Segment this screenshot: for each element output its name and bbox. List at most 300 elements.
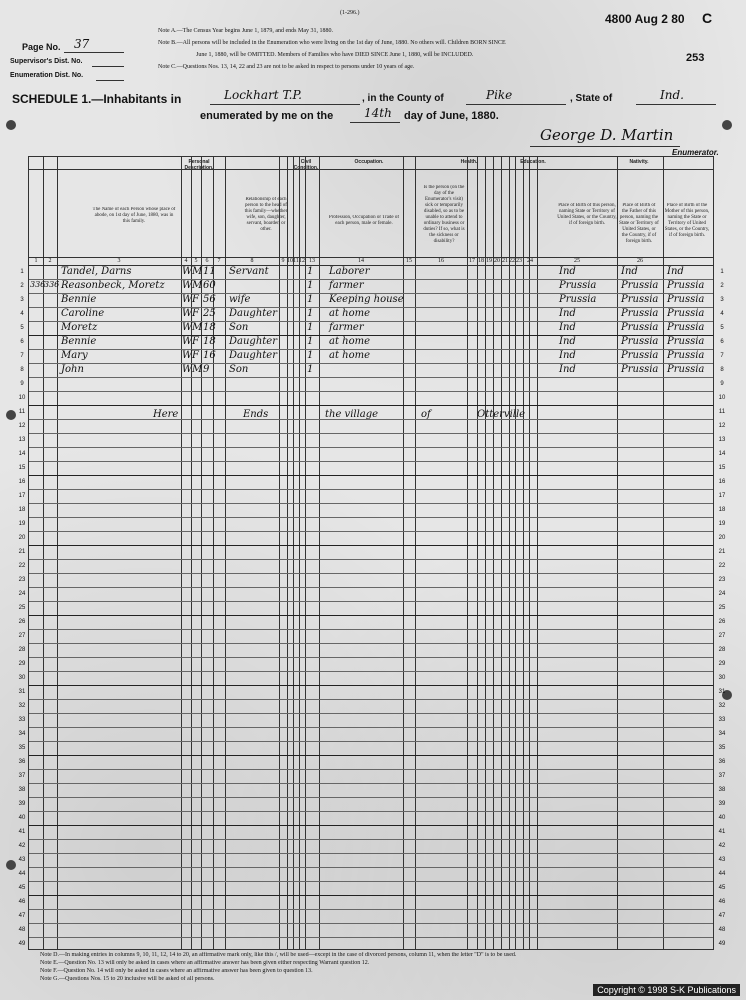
enumerated-label: enumerated by me on the	[200, 110, 334, 122]
form-number: (1-296.)	[340, 10, 360, 16]
row-divider	[29, 909, 713, 910]
row-divider	[29, 657, 713, 658]
col-mother-head: Place of Birth of the Mother of this person, naming the State or Territory of United States, or the Country, if of foreign birth.	[664, 203, 710, 238]
row-number: 22	[18, 563, 26, 569]
cell-age: 18	[203, 322, 216, 333]
row-number: 3	[720, 297, 724, 303]
place-value: Lockhart T.P.	[224, 88, 302, 102]
row-number: 17	[718, 493, 726, 499]
column-number: 4	[184, 258, 188, 264]
row-number: 5	[20, 325, 24, 331]
closing-here: Here	[153, 409, 179, 420]
row-number: 15	[718, 465, 726, 471]
cell-name: John	[61, 364, 84, 375]
row-number: 43	[18, 857, 26, 863]
cell-name: Moretz	[61, 322, 98, 333]
row-number: 38	[718, 787, 726, 793]
column-number: 10	[287, 258, 293, 264]
cell-color: W	[182, 308, 193, 319]
column-number: 8	[250, 258, 254, 264]
row-number: 5	[720, 325, 724, 331]
cell-birth: Ind	[559, 322, 576, 333]
cell-age: 25	[203, 308, 216, 319]
column-divider	[299, 157, 300, 949]
cell-age: 18	[203, 336, 216, 347]
group-civil: Civil Condition.	[293, 159, 319, 171]
closing-of: of	[421, 409, 431, 420]
row-number: 26	[718, 619, 726, 625]
column-divider	[493, 157, 494, 949]
row-divider	[29, 937, 713, 938]
row-divider	[29, 727, 713, 728]
note-e: Note E.—Question No. 13 will only be asked in cases where an affirmative answer has been given either respecting Warrant question 12.	[40, 960, 370, 966]
group-personal: Personal Description.	[184, 159, 214, 171]
closing-village: the village	[325, 409, 379, 420]
column-divider	[537, 157, 538, 949]
row-divider	[29, 321, 713, 322]
cell-civil: 1	[307, 308, 314, 319]
row-number: 24	[718, 591, 726, 597]
row-number: 39	[18, 801, 26, 807]
row-number: 37	[18, 773, 26, 779]
row-divider	[29, 475, 713, 476]
cell-sex: M	[192, 266, 203, 277]
row-number: 40	[718, 815, 726, 821]
cell-civil: 1	[307, 294, 314, 305]
row-divider	[29, 517, 713, 518]
county-label: , in the County of	[362, 93, 444, 104]
row-number: 14	[18, 451, 26, 457]
column-number: 1	[34, 258, 38, 264]
row-number: 29	[718, 661, 726, 667]
row-number: 23	[718, 577, 726, 583]
corner-letter: C	[702, 10, 713, 26]
column-divider	[663, 157, 664, 949]
cell-father: Prussia	[621, 322, 659, 333]
note-c: Note C.—Questions Nos. 13, 14, 22 and 23 are not to be asked in respect to persons under 10 years of age.	[158, 64, 415, 70]
row-number: 2	[20, 283, 24, 289]
row-number: 7	[20, 353, 24, 359]
row-number: 2	[720, 283, 724, 289]
row-divider	[29, 629, 713, 630]
row-number: 11	[18, 409, 26, 415]
row-number: 9	[720, 381, 724, 387]
col-sickness-head: Is the person (on the day of the Enumerator's visit) sick or temporarily disabled, so as to be unable to attend to ordinary business or duties? If so, what is the sickness or disability?	[423, 185, 465, 244]
cell-age: 56	[203, 294, 216, 305]
row-divider	[29, 699, 713, 700]
column-number: 2	[48, 258, 52, 264]
cell-birth: Ind	[559, 266, 576, 277]
cell-relation: Son	[229, 364, 249, 375]
group-health: Health.	[460, 159, 478, 165]
cell-name: Bennie	[61, 336, 97, 347]
row-number: 13	[18, 437, 26, 443]
cell-father: Ind	[621, 266, 638, 277]
row-number: 39	[718, 801, 726, 807]
row-number: 28	[718, 647, 726, 653]
row-number: 8	[20, 367, 24, 373]
cell-sex: M	[192, 322, 203, 333]
cell-civil: 1	[307, 280, 314, 291]
row-divider	[29, 643, 713, 644]
row-number: 34	[718, 731, 726, 737]
cell-civil: 1	[307, 266, 314, 277]
cell-relation: Son	[229, 322, 249, 333]
group-education: Education.	[520, 159, 546, 165]
row-divider	[29, 559, 713, 560]
cell-sex: F	[192, 350, 199, 361]
header-divider	[29, 265, 713, 266]
row-number: 19	[18, 521, 26, 527]
row-number: 12	[18, 423, 26, 429]
column-number: 9	[281, 258, 285, 264]
row-number: 27	[18, 633, 26, 639]
cell-father: Prussia	[621, 280, 659, 291]
cell-age: 16	[203, 350, 216, 361]
row-number: 21	[718, 549, 726, 555]
cell-father: Prussia	[621, 350, 659, 361]
row-number: 49	[18, 941, 26, 947]
row-number: 15	[18, 465, 26, 471]
cell-occupation: at home	[329, 308, 371, 319]
column-divider	[225, 157, 226, 949]
column-divider	[319, 157, 320, 949]
row-number: 36	[18, 759, 26, 765]
row-divider	[29, 503, 713, 504]
cell-birth: Prussia	[559, 294, 597, 305]
column-number: 11	[293, 258, 299, 264]
cell-birth: Ind	[559, 364, 576, 375]
row-number: 41	[18, 829, 26, 835]
copyright: Copyright © 1998 S-K Publications	[593, 984, 740, 996]
cell-color: W	[182, 336, 193, 347]
row-divider	[29, 447, 713, 448]
row-number: 36	[718, 759, 726, 765]
cell-sex: M	[192, 280, 203, 291]
date-stamp: 4800 Aug 2 80	[605, 12, 685, 26]
row-number: 44	[18, 871, 26, 877]
row-number: 22	[718, 563, 726, 569]
column-number: 16	[438, 258, 444, 264]
column-divider	[287, 157, 288, 949]
row-number: 49	[718, 941, 726, 947]
row-divider	[29, 853, 713, 854]
row-divider	[29, 713, 713, 714]
row-number: 11	[718, 409, 726, 415]
cell-sex: F	[192, 294, 199, 305]
row-number: 34	[18, 731, 26, 737]
row-number: 46	[18, 899, 26, 905]
row-number: 42	[18, 843, 26, 849]
column-number: 12	[299, 258, 305, 264]
row-number: 26	[18, 619, 26, 625]
row-divider	[29, 601, 713, 602]
row-divider	[29, 615, 713, 616]
state-label: , State of	[570, 93, 613, 104]
row-divider	[29, 405, 713, 406]
column-number: 14	[358, 258, 364, 264]
cell-civil: 1	[307, 350, 314, 361]
closing-place: Otterville	[477, 409, 526, 420]
row-number: 12	[718, 423, 726, 429]
row-divider	[29, 881, 713, 882]
row-divider	[29, 923, 713, 924]
census-table	[18, 156, 726, 950]
col-birth-head: Place of Birth of this person, naming State or Territory of United States, or the Country, if of foreign birth.	[557, 203, 617, 226]
row-divider	[29, 797, 713, 798]
cell-age: 60	[203, 280, 216, 291]
col-occupation-head: Profession, Occupation or Trade of each person, male or female.	[328, 215, 400, 226]
row-divider	[29, 895, 713, 896]
row-number: 25	[718, 605, 726, 611]
cell-occupation: farmer	[329, 280, 364, 291]
column-number: 22	[509, 258, 515, 264]
group-occupation: Occupation.	[354, 159, 384, 165]
cell-civil: 1	[307, 322, 314, 333]
row-divider	[29, 741, 713, 742]
row-number: 16	[718, 479, 726, 485]
row-divider	[29, 489, 713, 490]
header-divider	[29, 169, 713, 170]
column-divider	[43, 157, 44, 949]
group-nativity: Nativity.	[629, 159, 649, 165]
schedule-label: SCHEDULE 1.—Inhabitants in	[12, 92, 182, 106]
row-number: 35	[18, 745, 26, 751]
cell-occupation: at home	[329, 336, 371, 347]
column-number: 25	[574, 258, 580, 264]
row-divider	[29, 349, 713, 350]
row-divider	[29, 825, 713, 826]
col-father-head: Place of Birth of the Father of this person, naming the State or Territory of United States, or the Country, if of foreign birth.	[619, 203, 659, 244]
day-value: 14th	[364, 106, 392, 120]
closing-ends: Ends	[243, 409, 269, 420]
row-number: 27	[718, 633, 726, 639]
row-number: 48	[18, 927, 26, 933]
cell-color: W	[182, 280, 193, 291]
row-number: 20	[718, 535, 726, 541]
cell-name: Mary	[61, 350, 88, 361]
cell-father: Prussia	[621, 308, 659, 319]
enumeration-label: Enumeration Dist. No.	[10, 72, 84, 79]
row-number: 6	[720, 339, 724, 345]
row-number: 31	[18, 689, 26, 695]
row-number: 18	[718, 507, 726, 513]
row-number: 48	[718, 927, 726, 933]
june-label: day of June, 1880.	[404, 110, 499, 122]
column-divider	[279, 157, 280, 949]
cell-mother: Prussia	[667, 322, 705, 333]
row-number: 23	[18, 577, 26, 583]
column-divider	[617, 157, 618, 949]
cell-civil: 1	[307, 364, 314, 375]
column-number: 15	[406, 258, 412, 264]
punch-hole	[722, 120, 732, 130]
row-number: 9	[20, 381, 24, 387]
row-divider	[29, 573, 713, 574]
cell-father: Prussia	[621, 364, 659, 375]
row-divider	[29, 839, 713, 840]
cell-relation: Daughter	[229, 336, 277, 347]
row-number: 10	[718, 395, 726, 401]
column-divider	[485, 157, 486, 949]
cell-mother: Prussia	[667, 336, 705, 347]
row-number: 44	[718, 871, 726, 877]
row-number: 37	[718, 773, 726, 779]
column-number: 21	[502, 258, 508, 264]
row-divider	[29, 671, 713, 672]
column-divider	[57, 157, 58, 949]
note-f: Note F.—Question No. 14 will only be asked in cases where an affirmative answer has been given to question 13.	[40, 968, 313, 974]
column-number: 23	[516, 258, 522, 264]
state-value: Ind.	[660, 88, 684, 102]
note-b-cont: June 1, 1880, will be OMITTED. Members of Families who have DIED SINCE June 1, 1880, will be INCLUDED.	[196, 52, 474, 58]
row-number: 46	[718, 899, 726, 905]
row-divider	[29, 433, 713, 434]
cell-birth: Ind	[559, 308, 576, 319]
row-divider	[29, 811, 713, 812]
cell-name: Bennie	[61, 294, 97, 305]
cell-age: 11	[203, 266, 216, 277]
row-number: 8	[720, 367, 724, 373]
column-number: 6	[205, 258, 209, 264]
column-divider	[415, 157, 416, 949]
row-number: 6	[20, 339, 24, 345]
column-number: 7	[217, 258, 221, 264]
cell-mother: Prussia	[667, 308, 705, 319]
column-divider	[501, 157, 502, 949]
cell-occupation: Keeping house	[329, 294, 404, 305]
column-number: 5	[194, 258, 198, 264]
row-number: 17	[18, 493, 26, 499]
page-no-value: 37	[74, 37, 90, 51]
cell-occupation: farmer	[329, 322, 364, 333]
column-divider	[529, 157, 530, 949]
cell-color: W	[182, 350, 193, 361]
column-number: 17	[469, 258, 475, 264]
county-value: Pike	[486, 88, 513, 102]
punch-hole	[6, 120, 16, 130]
row-number: 4	[20, 311, 24, 317]
row-divider	[29, 587, 713, 588]
row-number: 33	[18, 717, 26, 723]
cell-sex: F	[192, 336, 199, 347]
row-divider	[29, 867, 713, 868]
cell-mother: Prussia	[667, 280, 705, 291]
row-divider	[29, 685, 713, 686]
cell-dwelling: 336	[30, 280, 46, 289]
row-number: 21	[18, 549, 26, 555]
row-divider	[29, 769, 713, 770]
column-divider	[477, 157, 478, 949]
row-number: 30	[718, 675, 726, 681]
cell-father: Prussia	[621, 294, 659, 305]
row-number: 31	[718, 689, 726, 695]
row-divider	[29, 377, 713, 378]
cell-color: W	[182, 364, 193, 375]
row-number: 45	[718, 885, 726, 891]
column-number: 20	[494, 258, 500, 264]
cell-relation: Daughter	[229, 350, 277, 361]
row-divider	[29, 531, 713, 532]
row-number: 28	[18, 647, 26, 653]
row-number: 25	[18, 605, 26, 611]
col-relation-head: Relationship of each person to the head of this family—whether wife, son, daughter, servant, boarder, or other.	[244, 197, 288, 232]
supervisor-label: Supervisor's Dist. No.	[10, 58, 83, 65]
column-divider	[515, 157, 516, 949]
cell-occupation: at home	[329, 350, 371, 361]
cell-sex: F	[192, 308, 199, 319]
note-g: Note G.—Questions Nos. 15 to 20 inclusive will be asked of all persons.	[40, 976, 215, 982]
row-number: 14	[718, 451, 726, 457]
row-number: 24	[18, 591, 26, 597]
row-number: 13	[718, 437, 726, 443]
row-number: 7	[720, 353, 724, 359]
cell-relation: wife	[229, 294, 251, 305]
row-number: 3	[20, 297, 24, 303]
column-number: 19	[486, 258, 492, 264]
row-divider	[29, 363, 713, 364]
column-number: 26	[637, 258, 643, 264]
row-number: 20	[18, 535, 26, 541]
row-number: 40	[18, 815, 26, 821]
enumerator-label: Enumerator.	[672, 148, 719, 157]
col-name-head: The Name of each Person whose place of abode, on 1st day of June, 1880, was in this family.	[92, 207, 176, 224]
cell-color: W	[182, 266, 193, 277]
row-divider	[29, 391, 713, 392]
row-number: 1	[20, 269, 24, 275]
row-number: 18	[18, 507, 26, 513]
row-number: 47	[718, 913, 726, 919]
row-divider	[29, 755, 713, 756]
cell-mother: Prussia	[667, 294, 705, 305]
column-number: 3	[117, 258, 121, 264]
row-divider	[29, 461, 713, 462]
row-number: 45	[18, 885, 26, 891]
cell-mother: Prussia	[667, 364, 705, 375]
row-divider	[29, 545, 713, 546]
column-divider	[305, 157, 306, 949]
cell-name: Caroline	[61, 308, 105, 319]
column-number: 13	[309, 258, 315, 264]
column-divider	[509, 157, 510, 949]
note-b: Note B.—All persons will be included in the Enumeration who were living on the 1st day of June, 1880. No others will. Children BORN SINCE	[158, 40, 506, 46]
cell-color: W	[182, 322, 193, 333]
cell-sex: M	[192, 364, 203, 375]
cell-father: Prussia	[621, 336, 659, 347]
row-number: 35	[718, 745, 726, 751]
row-number: 47	[18, 913, 26, 919]
row-divider	[29, 307, 713, 308]
cell-relation: Daughter	[229, 308, 277, 319]
cell-birth: Ind	[559, 336, 576, 347]
cell-relation: Servant	[229, 266, 269, 277]
column-divider	[293, 157, 294, 949]
row-number: 4	[720, 311, 724, 317]
row-number: 29	[18, 661, 26, 667]
cell-mother: Prussia	[667, 350, 705, 361]
cell-occupation: Laborer	[329, 266, 370, 277]
row-number: 19	[718, 521, 726, 527]
column-number: 18	[478, 258, 484, 264]
column-divider	[467, 157, 468, 949]
cell-civil: 1	[307, 336, 314, 347]
column-divider	[523, 157, 524, 949]
row-number: 43	[718, 857, 726, 863]
row-number: 1	[720, 269, 724, 275]
row-divider	[29, 783, 713, 784]
cell-name: Tandel, Darns	[61, 266, 132, 277]
row-number: 33	[718, 717, 726, 723]
